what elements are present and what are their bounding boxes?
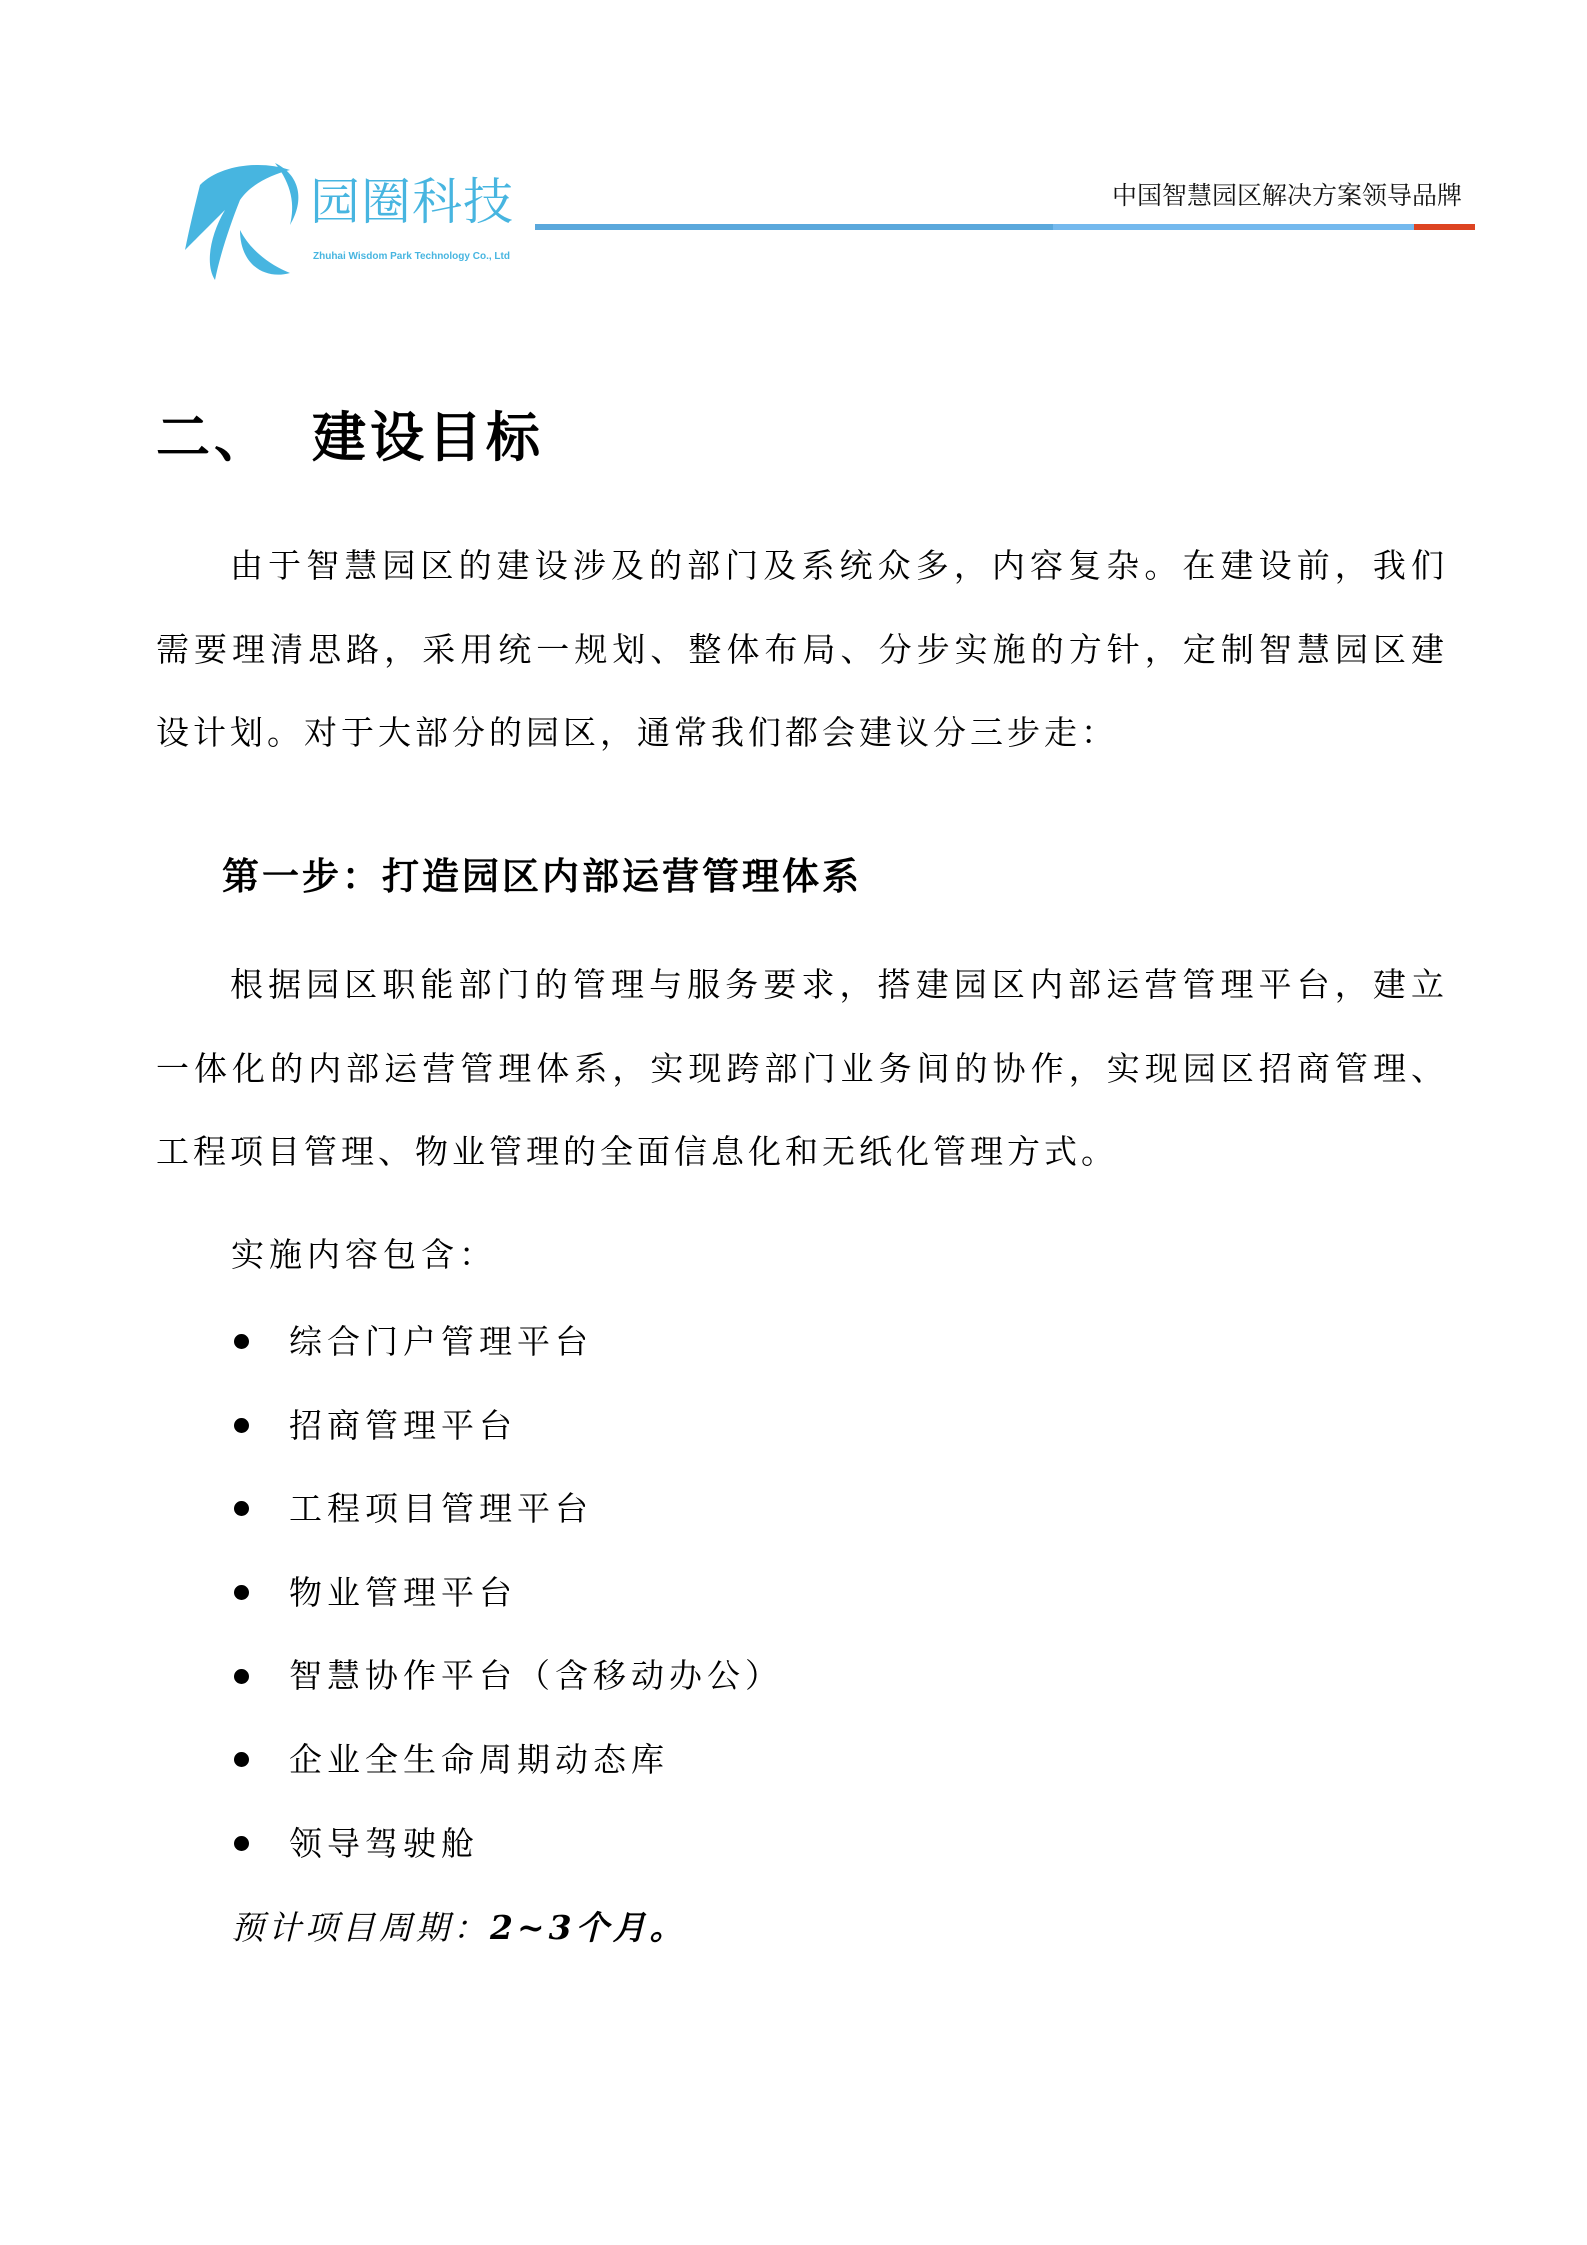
bullet-icon [234, 1585, 249, 1600]
header-rule-light [1053, 224, 1414, 230]
list-item [231, 1718, 783, 1802]
header-rule-accent [1414, 224, 1475, 230]
section-title: 建设目标 [312, 406, 544, 469]
list-item-text: 招商管理平台 [289, 1405, 517, 1445]
list-item [231, 1384, 783, 1468]
step1-paragraph [156, 943, 1448, 1194]
list-item [231, 1300, 783, 1384]
bullet-icon [234, 1418, 249, 1433]
contents-list [231, 1300, 783, 1885]
header-rule-dark [535, 224, 1053, 230]
step1-text: 根据园区职能部门的管理与服务要求，搭建园区内部运营管理平台，建立一体化的内部运营管理体系，实现跨部门业务间的协作，实现园区招商管理、工程项目管理、物业管理的全面信息化和无纸化管理方式。 [156, 965, 1448, 1172]
period-label: 预计项目周期： [231, 1908, 490, 1947]
period-value: 2~3个月。 [490, 1908, 687, 1947]
company-logo [180, 150, 560, 290]
list-item-text: 智慧协作平台（含移动办公） [289, 1656, 783, 1696]
list-item-text: 企业全生命周期动态库 [289, 1739, 669, 1779]
bullet-icon [234, 1836, 249, 1851]
list-item-text: 物业管理平台 [289, 1572, 517, 1612]
list-item-text: 综合门户管理平台 [289, 1322, 593, 1361]
project-period [231, 1898, 687, 1958]
bullet-icon [234, 1501, 249, 1516]
bullet-icon [234, 1334, 249, 1349]
section-heading [156, 405, 544, 471]
list-item [231, 1551, 783, 1635]
bullet-icon [234, 1669, 249, 1684]
list-item [231, 1634, 783, 1718]
logo-english-name: Zhuhai Wisdom Park Technology Co., Ltd [313, 251, 510, 262]
bullet-icon [234, 1752, 249, 1767]
logo-chinese-name: 园圈科技 [310, 173, 514, 231]
list-item [231, 1467, 783, 1551]
contents-label: 实施内容包含： [231, 1235, 497, 1274]
section-number: 二、 [156, 406, 272, 469]
list-item [231, 1802, 783, 1886]
intro-paragraph [156, 524, 1448, 775]
logo-swoosh-icon [180, 155, 310, 285]
intro-text: 由于智慧园区的建设涉及的部门及系统众多，内容复杂。在建设前，我们需要理清思路，采用统一规划、整体布局、分步实施的方针，定制智慧园区建设计划。对于大部分的园区，通常我们都会建议分三步走： [156, 546, 1448, 753]
step1-heading: 第一步：打造园区内部运营管理体系 [222, 855, 862, 898]
list-item-text: 领导驾驶舱 [289, 1823, 479, 1863]
list-item-text: 工程项目管理平台 [289, 1489, 593, 1529]
header-tagline: 中国智慧园区解决方案领导品牌 [1111, 181, 1462, 210]
